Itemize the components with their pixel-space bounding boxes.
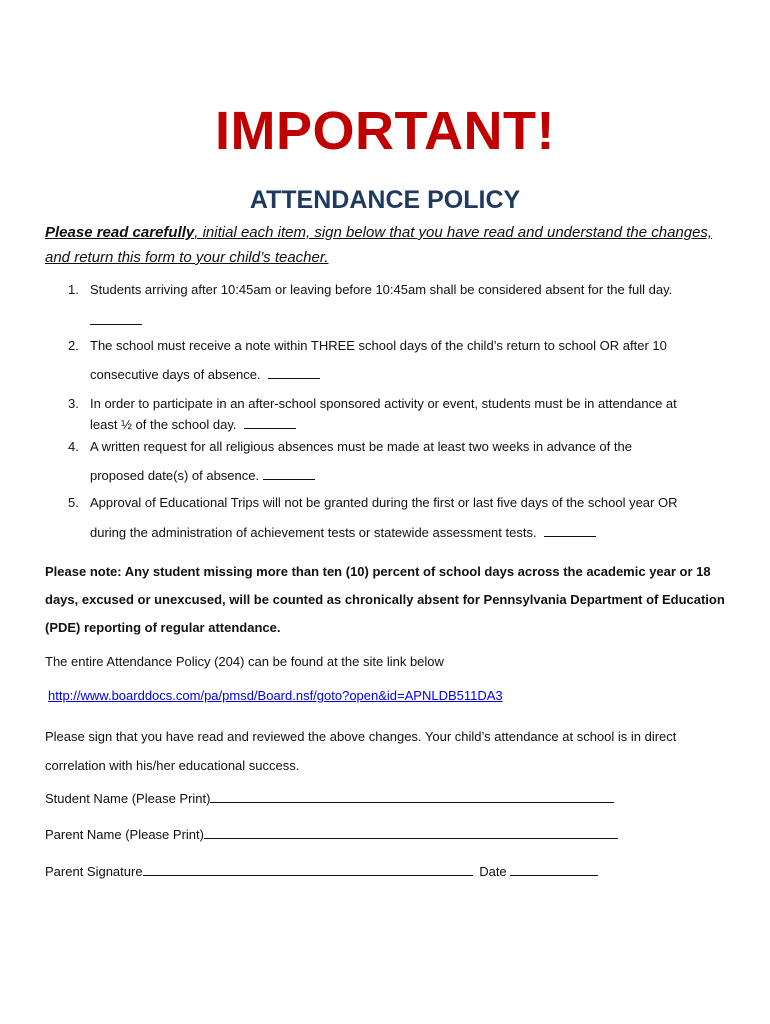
initial-blank-5[interactable] (544, 524, 596, 537)
parent-name-label: Parent Name (Please Print) (45, 827, 204, 842)
item-number: 4. (68, 439, 79, 454)
parent-signature-label: Parent Signature (45, 864, 143, 879)
item-text-cont: consecutive days of absence. (90, 367, 261, 382)
parent-signature-line[interactable] (143, 863, 473, 876)
initial-blank-4[interactable] (263, 467, 315, 480)
chronic-absence-note: Please note: Any student missing more than ten (10) percent of school days across the academic year or 18 days, excused or unexcused, will be counted as chronically absent for Pennsylvania Department of Education (PDE) reporting of regular attendance. (45, 564, 725, 635)
instructions-emphasis: Please read carefully (45, 224, 195, 241)
item-text: The school must receive a note within THREE school days of the child’s return to school OR after 10 (90, 338, 667, 353)
item-text-cont: least ½ of the school day. (90, 417, 237, 432)
parent-signature-field (45, 863, 598, 879)
policy-link[interactable]: http://www.boarddocs.com/pa/pmsd/Board.nsf/goto?open&id=APNLDB511DA3 (48, 688, 503, 703)
parent-name-line[interactable] (204, 826, 618, 839)
policy-item-5-cont (90, 524, 596, 540)
sign-instructions: Please sign that you have read and reviewed the above changes. Your child’s attendance at school is in direct correlation with his/her educational success. (45, 729, 677, 773)
policy-item-4-cont (90, 467, 315, 483)
student-name-line[interactable] (210, 790, 614, 803)
policy-location-text: The entire Attendance Policy (204) can be found at the site link below (45, 654, 444, 669)
item-number: 2. (68, 338, 79, 353)
initial-blank-1[interactable] (90, 312, 142, 330)
policy-item-3-cont (90, 416, 296, 432)
item-number: 3. (68, 396, 79, 411)
item-text-cont: during the administration of achievement tests or statewide assessment tests. (90, 525, 537, 540)
date-line[interactable] (510, 863, 598, 876)
item-text: A written request for all religious absences must be made at least two weeks in advance of the (90, 439, 632, 454)
student-name-label: Student Name (Please Print) (45, 791, 211, 806)
item-text: Approval of Educational Trips will not be granted during the first or last five days of the school year OR (90, 495, 678, 510)
policy-title: ATTENDANCE POLICY (249, 186, 521, 214)
initial-blank-3[interactable] (244, 416, 296, 429)
instructions-rest: , initial each item, sign below that you have read and understand the changes, and return this form to your child’s teacher. (45, 224, 713, 266)
item-text-cont: proposed date(s) of absence. (90, 468, 260, 483)
date-label: Date (479, 864, 507, 879)
item-text: Students arriving after 10:45am or leaving before 10:45am shall be considered absent for the full day. (90, 282, 673, 297)
policy-item-2-cont (90, 366, 320, 382)
item-number: 1. (68, 282, 79, 297)
student-name-field (45, 790, 614, 806)
initial-blank-2[interactable] (268, 366, 320, 379)
important-heading: IMPORTANT! (215, 101, 555, 161)
instructions (45, 220, 725, 270)
item-number: 5. (68, 495, 79, 510)
item-text: In order to participate in an after-school sponsored activity or event, students must be in attendance at (90, 396, 677, 411)
parent-name-field (45, 826, 618, 842)
